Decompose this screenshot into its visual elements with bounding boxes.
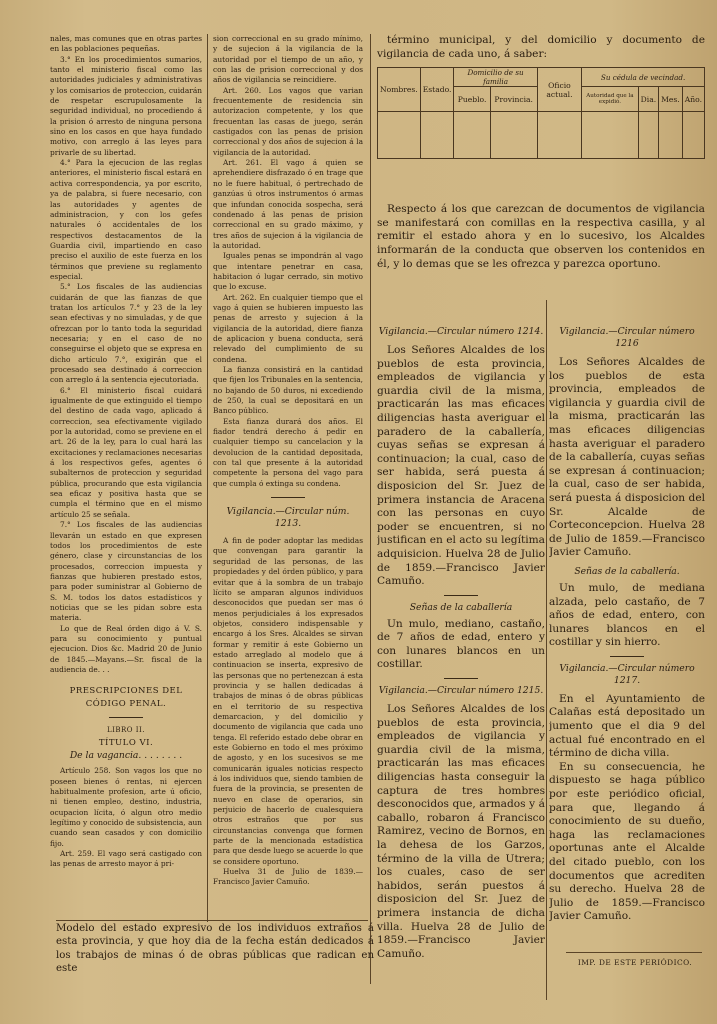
paragraph: Artículo 258. Son vagos los que no poseen bienes ó rentas, ni ejercen habitualmente profesion, arte ú oficio, ni tienen empleo, destino, industria, ocupacion lícita, ó algun otro medio legítimo y conocido de subsistencia, aun cuando sean casados y con domicilio fijo. (50, 766, 202, 848)
paragraph: En su consecuencia, he dispuesto se haga público por este periódico oficial, para que, llegando á conocimiento de su dueño, haga las reclamaciones oportunas ante el Alcalde del citado pueblo, con los documentos que acrediten su derecho. Huelva 28 de Julio de 1859.—Francisco Javier Camuño. (549, 760, 705, 923)
column-rule (370, 34, 371, 984)
table-header: Nombres. (378, 68, 421, 112)
table-cell (420, 112, 454, 159)
paragraph: Art. 262. En cualquier tiempo que el vago á quien se hubieren impuesto las penas de arresto y sujecion á la vigilancia de la autoridad, diere fianza de aplicacion y buena conducta, será relevado del cumplimiento de su condena. (213, 292, 363, 364)
circular-heading: Vigilancia.—Circular número 1216 (559, 326, 695, 349)
model-statement-text: Modelo del estado expresivo de los individuos extraños á esta provincia, y que hoy dia de la fecha están dedicados á los trabajos de minas ó de obras públicas que radican en este (56, 923, 374, 975)
book-label: LIBRO II. (106, 726, 146, 735)
subheading: Señas de la caballería. (574, 565, 680, 577)
footer-rule (56, 920, 368, 921)
table-cell (490, 112, 537, 159)
column-3a (377, 326, 545, 961)
table-group-header: Su cédula de vecindad. (582, 68, 705, 87)
signature-line: Huelva 31 de Julio de 1839.—Francisco Javier Camuño. (213, 867, 363, 887)
section-heading: PRESCRIPCIONES DEL CÓDIGO PENAL. (69, 686, 183, 710)
paragraph: Los Señores Alcaldes de los pueblos de esta provincia, empleados de vigilancia y guardia civil de la misma, practicarán las mas eficaces diligencias hasta averiguar el paradero de la caballería, cuyas señas se expresan á continuacion; la cual, caso de ser habida, será puesta á disposicion del Sr. Alcalde de Corteconcepcion. Huelva 28 de Julio de 1859.—Francisco Javier Camuño. (549, 356, 705, 559)
paragraph: Art. 261. El vago á quien se aprehendiere disfrazado ó en trage que no le fuere habitual, ó pertrechado de ganzúas ú otros instrumentos ó armas que infundan conocida sospecha, será condenado á las penas de prision correccional en su grado máximo, y tres años de sujecion á la vigilancia de la autoridad. (213, 158, 363, 250)
paragraph: 7.° Los fiscales de las audiencias llevarán un estado en que expresen todos los procedimientos de este género, clase y circunstancias de los procesados, correccion impuesta y fianzas que hubieren prestado estos, para poder suministrar al Gobierno de S. M. todos los datos estadísticos y noticias que se les pidan sobre esta materia. (50, 520, 202, 623)
separator (610, 656, 644, 657)
circular-heading: Vigilancia.—Circular número 1217. (559, 662, 695, 686)
paragraph: Los Señores Alcaldes de los pueblos de esta provincia, empleados de vigilancia y guardia civil de la misma, practicarán las mas eficaces diligencias hasta averiguar el paradero de la caballería, cuyas señas se expresan á continuacion; la cual, caso de ser habida, será puesta á disposicion del Sr. Juez de primera instancia de Aracena con las personas en cuyo poder se encuentren, si no justifican en el acto su legítima adquisicion. Huelva 28 de Julio de 1859.—Francisco Javier Camuño. (377, 344, 545, 588)
subheading: Señas de la caballería (409, 601, 513, 613)
paragraph: La fianza consistirá en la cantidad que fijen los Tribunales en la sentencia, no bajando de 50 duros, ni excediendo de 250, la cual se depositará en un Banco público. (213, 365, 363, 416)
subheading: De la vagancia. . . . . . . . (69, 750, 183, 762)
paragraph: 6.° El ministerio fiscal cuidará igualmente de que extinguido el tiempo del destino de cada vago, aplicado á correccion, sea efectivamente vigilado por la autoridad, como se previene en el art. 26 de la ley, para lo cual hará las excitaciones y reclamaciones necesarias á los respectivos gefes, agentes ó subalternos de proteccion y seguridad pública, procurando que esta vigilancia sea eficaz y positiva hasta que se cumpla el término que en el mismo artículo 25 se señala. (50, 385, 202, 519)
table-header: Mes. (659, 87, 683, 112)
separator (271, 497, 305, 498)
table-header: Año. (682, 87, 704, 112)
table-header: Estado. (420, 68, 454, 112)
separator (444, 595, 478, 596)
column-rule (207, 34, 208, 922)
paragraph: término municipal, y del domicilio y documento de vigilancia de cada uno, á saber: (377, 34, 705, 60)
paragraph: sion correccional en su grado mínimo, y de sujecion á la vigilancia de la autoridad por el tiempo de un año, y con las de prision correccional y dos años de vigilancia se reincidiere. (213, 34, 363, 85)
table-cell (454, 112, 490, 159)
separator (109, 717, 143, 718)
paragraph: A fin de poder adoptar las medidas que convengan para garantir la seguridad de las personas, de las propiedades y del órden público, y para evitar que á la sombra de un trabajo lícito se amparan algunos individuos desconocidos que puedan ser mas ó menos perjudiciales á los expresados objetos, considero indispensable y encargo á los Sres. Alcaldes se sirvan formar y remitir á este Gobierno un estado arreglado al modelo que á continuacion se inserta, expresivo de las personas que no pertenezcan á esta provincia y se hallen dedicadas á trabajos de minas ó de obras públicas en el territorio de su respectiva demarcacion, y del domicilio y documento de vigilancia que cada uno tenga. El referido estado debe obrar en este Gobierno en todo el mes próximo de agosto, y en los sucesivos se me comunicarán iguales noticias respecto á los individuos que, siendo tambien de fuera de la provincia, se presenten de nuevo en clase de operarios, sin perjuicio de hacerlo de cualesquiera otros estraños que por sus circunstancias convenga que formen parte de la mencionada estadística para que desde luego se acuerde lo que se considere oportuno. (213, 536, 363, 866)
table-cell (537, 112, 582, 159)
paragraph: 4.° Para la ejecucion de las reglas anteriores, el ministerio fiscal estará en activa correspondencia, ya por escrito, ya de palabra, si fuere necesario, con las autoridades y agentes de administracion, y con los gefes naturales ó accidentales de los respectivos destacamentos de la Guardia civil, impartiendo en caso preciso el auxilio de este fuerza en los términos que previene su reglamento especial. (50, 158, 202, 281)
paragraph: nales, mas comunes que en otras partes en las poblaciones pequeñas. (50, 34, 202, 54)
table-group-header: Domicilio de su familia (454, 68, 537, 87)
imprint-rule (566, 952, 702, 953)
imprint: IMP. DE ESTE PERIÓDICO. (577, 958, 693, 967)
paragraph: Art. 259. El vago será castigado con las penas de arresto mayor á pri- (50, 849, 202, 869)
table-header: Dia. (638, 87, 658, 112)
column-2 (213, 34, 363, 888)
paragraph: Un mulo, de mediana alzada, pelo castaño, de 7 años de edad, entero, con lunares blancos en el costillar y sin hierro. (549, 581, 705, 649)
table-header: Pueblo. (454, 87, 490, 112)
paragraph: Lo que de Real órden digo á V. S. para su conocimiento y puntual ejecucion. Dios &c. Madrid 20 de Junio de 1845.—Mayans.—Sr. fiscal de la audiencia de. . . (50, 623, 202, 674)
table-cell (378, 112, 421, 159)
paragraph: Un mulo, mediano, castaño, de 7 años de edad, entero y con lunares blancos en un costillar. (377, 617, 545, 671)
column-3-top (377, 34, 705, 271)
table-header: Provincia. (490, 87, 537, 112)
column-rule (546, 300, 547, 1000)
paragraph: En el Ayuntamiento de Calañas está depositado un jumento que el dia 9 del actual fué encontrado en el término de dicha villa. (549, 692, 705, 760)
separator (444, 678, 478, 679)
table-header: Autoridad que la expidió. (582, 87, 638, 112)
paragraph: Art. 260. Los vagos que varian frecuentemente de residencia sin autorizacion competente, y los que frecuentan las casas de juego, serán castigados con las penas de prision correccional y dos años de sujecion á la vigilancia de la autoridad. (213, 85, 363, 157)
column-3b (549, 326, 705, 924)
paragraph: Respecto á los que carezcan de documentos de vigilancia se manifestará con comillas en la respectiva casilla, y al remitir el estado ahora y en lo sucesivo, los Alcaldes informarán de la conducta que observen los contenidos en él, y lo demas que se les ofrezca y parezca oportuno. (377, 203, 705, 270)
column-1 (50, 34, 202, 870)
table-header: Oficio actual. (537, 68, 582, 112)
circular-heading: Vigilancia.—Circular número 1214. (378, 326, 544, 337)
paragraph: 3.° En los procedimientos sumarios, tanto el ministerio fiscal como las autoridades judiciales y administrativas y los comisarios de proteccion, cuidarán de respetar escrupulosamente la seguridad individual, no procediendo á la prision ó arresto de ninguna persona sino en los casos en que haya fundado motivo, con arreglo á las leyes para privarle de su libertad. (50, 54, 202, 157)
table-cell (659, 112, 683, 159)
paragraph: Esta fianza durará dos años. El fiador tendrá derecho á pedir en cualquier tiempo su cancelacion y la devolucion de la cantidad depositada, con tal que presente á la autoridad competente la persona del vago para que cumpla ó extinga su condena. (213, 416, 363, 488)
table-cell (638, 112, 658, 159)
circular-heading: Vigilancia.—Circular núm. 1213. (226, 506, 350, 530)
title-label: TÍTULO VI. (98, 738, 154, 749)
paragraph: Los Señores Alcaldes de los pueblos de esta provincia, empleados de vigilancia y guardia civil de la misma, practicarán las mas eficaces diligencias hasta conseguir la captura de tres hombres desconocidos que, armados y á caballo, robaron á Francisco Ramirez, vecino de Bornos, en la dehesa de los Garzos, término de la villa de Utrera; los cuales, caso de ser habidos, serán puestos á disposicion del Sr. Juez de primera instancia de dicha villa. Huelva 28 de Julio de 1859.—Francisco Javier Camuño. (377, 703, 545, 960)
model-table (377, 67, 705, 159)
circular-heading: Vigilancia.—Circular número 1215. (378, 685, 544, 697)
paragraph: 5.° Los fiscales de las audiencias cuidarán de que las fianzas de que tratan los artículos 7.° y 23 de la ley sean efectivas y no simuladas, y de que ofrezcan por lo tanto toda la seguridad necesaria; y en el caso de no conseguirse el objeto que se expresa en dicho artículo 7.°, exigirán que el procesado sea destinado á correccion con arreglo á la sentencia ejecutoriada. (50, 282, 202, 385)
paragraph: Iguales penas se impondrán al vago que intentare penetrar en casa, habitacion ó lugar cerrado, sin motivo que lo excuse. (213, 251, 363, 292)
table-cell (682, 112, 704, 159)
table-cell (582, 112, 638, 159)
